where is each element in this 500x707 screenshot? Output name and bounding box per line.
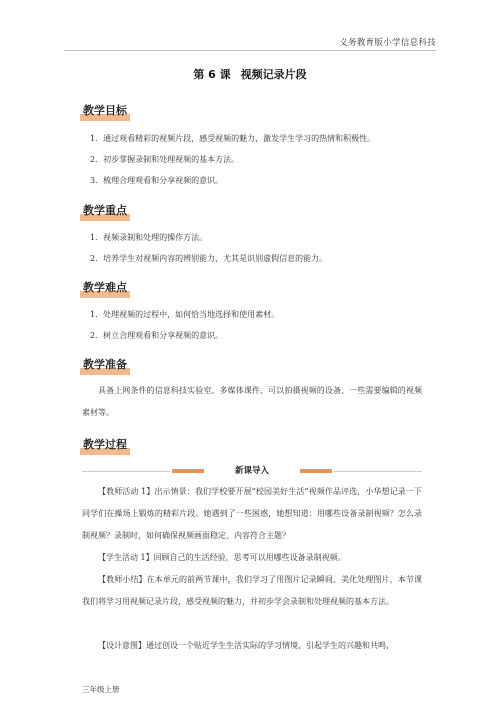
subsection-divider: [82, 466, 422, 476]
lesson-number: 第 6 课: [193, 68, 231, 81]
footer-grade: 三年级上册: [82, 685, 120, 694]
subsection-title: 新课导入: [234, 466, 269, 476]
divider-bar-right: [300, 469, 332, 473]
process-paragraph-design-intent: 【设计意图】通过创设一个贴近学生生活实际的学习情境，引起学生的兴趣和共鸣，: [98, 641, 394, 650]
objective-item: 1．通过观看精彩的视频片段，感受视频的魅力，激发学生学习的热情和积极性。: [90, 134, 376, 143]
section-heading-objectives: 教学目标: [80, 100, 130, 121]
process-paragraph-student-activity: 【学生活动 1】回顾自己的生活经验，思考可以用哪些设备录制视频。: [98, 553, 346, 562]
key-point-item: 1．视频录制和处理的操作方法。: [90, 233, 208, 242]
section-heading-process: 教学过程: [80, 434, 130, 455]
section-heading-key-points: 教学重点: [80, 200, 130, 221]
header-publisher: 义务教育版小学信息科技: [339, 38, 436, 48]
key-point-item: 2．培养学生对视频内容的辨别能力，尤其是识别虚假信息的能力。: [90, 254, 328, 263]
header-rule: [64, 50, 436, 51]
process-paragraph-teacher-summary: 【教师小结】在本单元的前两节课中，我们学习了用图片记录瞬间、美化处理图片，本节课我们将学习用视频记录片段，感受视频的魅力，并初步学会录制和处理视频的基本方法。: [82, 575, 422, 606]
objective-item: 2．初步掌握录制和处理视频的基本方法。: [90, 155, 240, 164]
preparation-text: 具备上网条件的信息科技实验室、多媒体课件、可以拍摄视频的设备、一些需要编辑的视频素材等。: [82, 386, 422, 417]
divider-line-right: [334, 471, 422, 472]
lesson-name: 视频记录片段: [240, 68, 307, 81]
difficulty-item: 1．处理视频的过程中，如何恰当地选择和使用素材。: [90, 310, 280, 319]
section-heading-difficulties: 教学难点: [80, 277, 130, 298]
difficulty-item: 2．树立合理观看和分享视频的意识。: [90, 331, 224, 340]
divider-line-left: [82, 471, 170, 472]
lesson-title: [0, 66, 500, 82]
objective-item: 3．梳理合理观看和分享视频的意识。: [90, 176, 224, 185]
divider-bar-left: [172, 469, 204, 473]
section-heading-preparation: 教学准备: [80, 354, 130, 375]
process-paragraph-teacher-activity: 【教师活动 1】出示情景：我们学校要开展“校园美好生活”视频作品评选，小华想记录一下同学们在操场上锻炼的精彩片段。她遇到了一些困惑，她想知道：用哪些设备录制视频？怎么录制视频？录制时，如何确保视频画面稳定、内容符合主题？: [82, 487, 422, 540]
